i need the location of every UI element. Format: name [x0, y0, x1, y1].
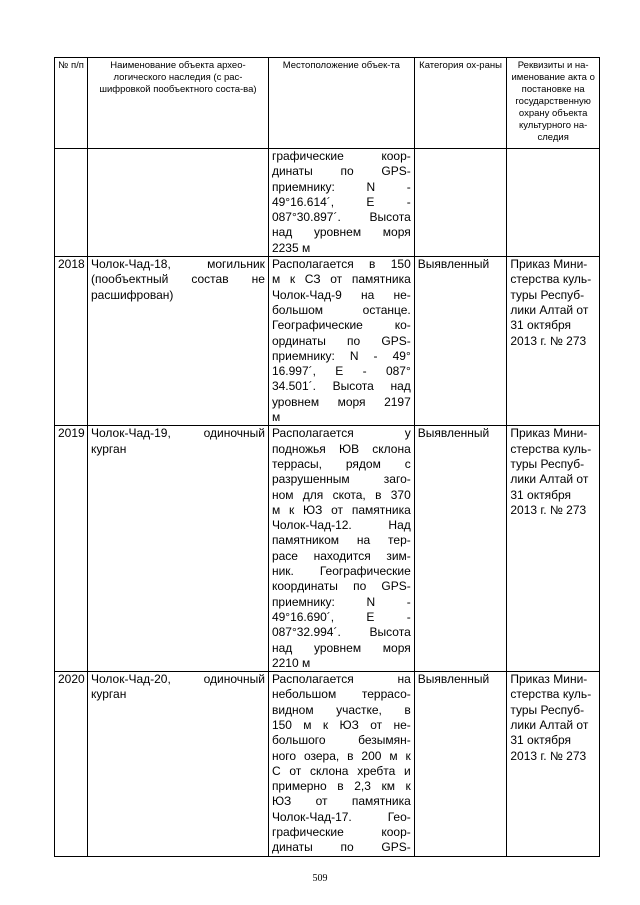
table-row [55, 149, 600, 257]
location-line: ного озера, в 200 м к [271, 748, 411, 763]
header-location: Местоположение объек-та [268, 58, 414, 149]
location-line: большого безымян- [271, 733, 411, 748]
requisites-line: 2013 г. № 273 [510, 748, 587, 763]
row-number: 2020 [55, 672, 88, 857]
location-line: динаты по GPS- [271, 164, 411, 179]
protection-category [414, 149, 507, 257]
location-line: приемнику: N - [271, 179, 411, 194]
location-line: над уровнем моря [271, 225, 411, 240]
location-line: большом останце. [271, 302, 411, 317]
object-name: Чолок-Чад-19, одиночный курган [87, 426, 268, 672]
location-line: 16.997´, E - 087° [271, 364, 411, 379]
location-line: ном для скота, в 370 [271, 487, 411, 502]
location-line: Располагается в 150 [271, 257, 411, 272]
location-line: видном участке, в [271, 702, 411, 717]
requisites-line: лики Алтай от [510, 717, 589, 732]
location-line: 34.501´. Высота над [271, 379, 411, 394]
object-location [268, 257, 414, 426]
location-line: 49°16.614´, E - [271, 194, 411, 209]
requisites-line: 2013 г. № 273 [510, 333, 587, 348]
requisites-line: лики Алтай от [510, 472, 589, 487]
location-line: графические коор- [271, 149, 411, 163]
location-line: ник. Географические [271, 564, 411, 579]
location-line: памятником на тер- [271, 533, 411, 548]
header-protection-category: Категория ох-раны [414, 58, 507, 149]
location-line: С от склона хребта и [271, 763, 411, 778]
page-number: 509 [312, 873, 328, 884]
requisites-line: стерства куль- [510, 441, 592, 456]
requisites-line: стерства куль- [510, 272, 592, 287]
header-object-name: Наименование объекта архео-логического наследия (с рас-шифровкой пообъектного соста-ва) [87, 58, 268, 149]
location-line: Располагается у [271, 426, 411, 441]
requisites [507, 426, 600, 672]
location-line: 2235 м [271, 240, 311, 255]
object-location [268, 672, 414, 857]
protection-category: Выявленный [414, 672, 507, 857]
location-line: м к ЮЗ от памятника [271, 502, 411, 517]
header-number: № п/п [55, 58, 88, 149]
requisites-line: 31 октября [510, 487, 572, 502]
object-name: Чолок-Чад-20, одиночный курган [87, 672, 268, 857]
object-name: Чолок-Чад-18, могильник (пообъектный состав не расшифрован) [87, 257, 268, 426]
requisites-line: туры Респуб- [510, 702, 585, 717]
location-line: приемнику: N - [271, 594, 411, 609]
requisites-line: 31 октября [510, 733, 572, 748]
requisites-line: 31 октября [510, 318, 572, 333]
row-number: 2018 [55, 257, 88, 426]
location-line: над уровнем моря [271, 640, 411, 655]
requisites-line: туры Респуб- [510, 456, 585, 471]
object-name [87, 149, 268, 257]
row-number: 2019 [55, 426, 88, 672]
table-row [55, 672, 600, 857]
location-line: примерно в 2,3 км к [271, 779, 411, 794]
location-line: подножья ЮВ склона [271, 441, 411, 456]
location-line: 150 м к ЮЗ от не- [271, 717, 411, 732]
requisites [507, 672, 600, 857]
header-requisites: Реквизиты и на-именование акта о постановке на государственную охрану объекта культурного на-следия [507, 58, 600, 149]
requisites-line: лики Алтай от [510, 302, 589, 317]
location-line: динаты по GPS- [271, 840, 411, 855]
requisites-line: Приказ Мини- [510, 672, 588, 687]
location-line: 087°32.994´. Высота [271, 625, 411, 640]
requisites-line: 2013 г. № 273 [510, 502, 587, 517]
location-line: приемнику: N - 49° [271, 348, 411, 363]
location-line: 2210 м [271, 655, 311, 670]
location-line: м к СЗ от памятника [271, 272, 411, 287]
location-line: разрушенным заго- [271, 472, 411, 487]
requisites [507, 149, 600, 257]
object-location [268, 149, 414, 257]
requisites-line: стерства куль- [510, 687, 592, 702]
location-line: расе находится зим- [271, 548, 411, 563]
requisites-line: туры Респуб- [510, 287, 585, 302]
heritage-register-table [54, 57, 600, 857]
requisites-line: Приказ Мини- [510, 257, 588, 272]
location-line: ЮЗ от памятника [271, 794, 411, 809]
row-number [55, 149, 88, 257]
location-line: террасы, рядом с [271, 456, 411, 471]
location-line: небольшом террасо- [271, 687, 411, 702]
object-location [268, 426, 414, 672]
table-header-row [55, 58, 600, 149]
location-line: ординаты по GPS- [271, 333, 411, 348]
location-line: графические коор- [271, 825, 411, 840]
location-line: координаты по GPS- [271, 579, 411, 594]
table-row [55, 257, 600, 426]
protection-category: Выявленный [414, 257, 507, 426]
location-line: 49°16.690´, E - [271, 609, 411, 624]
location-line: Чолок-Чад-17. Гео- [271, 809, 411, 824]
requisites [507, 257, 600, 426]
table-row [55, 426, 600, 672]
location-line: Географические ко- [271, 318, 411, 333]
location-line: Располагается на [271, 672, 411, 687]
location-line: Чолок-Чад-9 на не- [271, 287, 411, 302]
location-line: уровнем моря 2197 [271, 394, 411, 409]
location-line: 087°30.897´. Высота [271, 210, 411, 225]
location-line: м [271, 410, 281, 425]
protection-category: Выявленный [414, 426, 507, 672]
requisites-line: Приказ Мини- [510, 426, 588, 441]
location-line: Чолок-Чад-12. Над [271, 518, 411, 533]
